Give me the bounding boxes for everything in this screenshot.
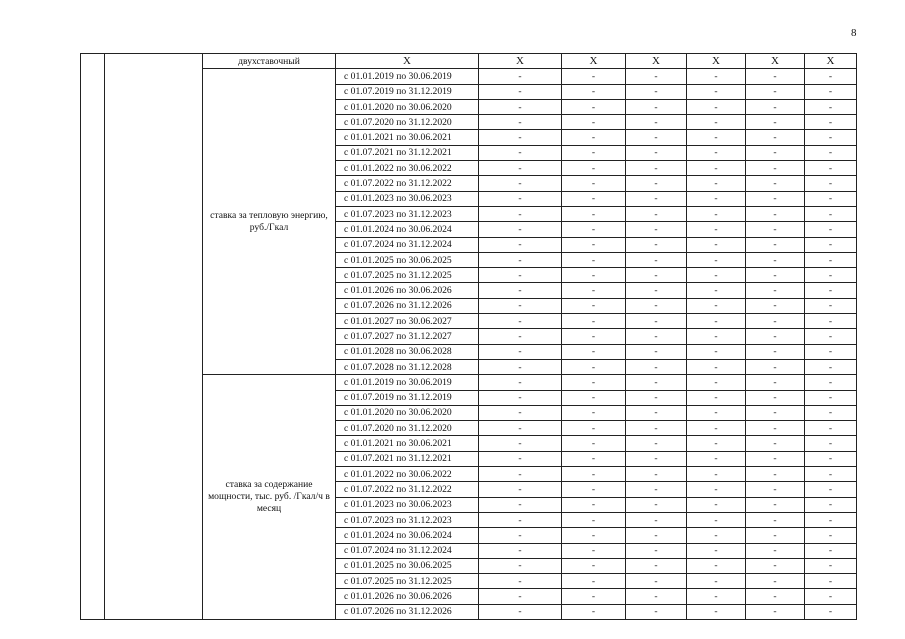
value-cell: - <box>687 329 746 344</box>
value-cell: - <box>479 436 562 451</box>
value-cell: - <box>687 558 746 573</box>
period-cell: с 01.01.2024 по 30.06.2024 <box>336 222 479 237</box>
value-cell: - <box>687 512 746 527</box>
value-cell: - <box>479 99 562 114</box>
header-x-mark: Х <box>687 54 746 69</box>
value-cell: - <box>746 604 805 619</box>
value-cell: - <box>626 528 687 543</box>
value-cell: - <box>805 558 857 573</box>
period-cell: с 01.01.2023 по 30.06.2023 <box>336 191 479 206</box>
value-cell: - <box>687 99 746 114</box>
value-cell: - <box>562 252 626 267</box>
value-cell: - <box>479 451 562 466</box>
value-cell: - <box>687 405 746 420</box>
value-cell: - <box>479 329 562 344</box>
value-cell: - <box>687 436 746 451</box>
value-cell: - <box>562 512 626 527</box>
number-column-cell <box>81 54 105 620</box>
period-cell: с 01.07.2024 по 31.12.2024 <box>336 237 479 252</box>
value-cell: - <box>562 467 626 482</box>
value-cell: - <box>687 222 746 237</box>
period-cell: с 01.01.2026 по 30.06.2026 <box>336 589 479 604</box>
value-cell: - <box>805 268 857 283</box>
value-cell: - <box>746 283 805 298</box>
value-cell: - <box>626 222 687 237</box>
value-cell: - <box>746 497 805 512</box>
value-cell: - <box>805 130 857 145</box>
value-cell: - <box>626 191 687 206</box>
value-cell: - <box>479 191 562 206</box>
value-cell: - <box>626 115 687 130</box>
value-cell: - <box>479 543 562 558</box>
value-cell: - <box>626 543 687 558</box>
value-cell: - <box>479 359 562 374</box>
period-cell: с 01.07.2020 по 31.12.2020 <box>336 115 479 130</box>
value-cell: - <box>687 528 746 543</box>
value-cell: - <box>805 467 857 482</box>
header-x-mark: Х <box>336 54 479 69</box>
value-cell: - <box>687 344 746 359</box>
value-cell: - <box>746 84 805 99</box>
value-cell: - <box>626 344 687 359</box>
value-cell: - <box>687 161 746 176</box>
value-cell: - <box>746 436 805 451</box>
value-cell: - <box>687 390 746 405</box>
value-cell: - <box>746 252 805 267</box>
value-cell: - <box>562 222 626 237</box>
value-cell: - <box>687 130 746 145</box>
value-cell: - <box>479 512 562 527</box>
value-cell: - <box>746 344 805 359</box>
value-cell: - <box>805 237 857 252</box>
rate-group-label: ставка за тепловую энергию, руб./Гкал <box>203 69 336 375</box>
period-cell: с 01.01.2024 по 30.06.2024 <box>336 528 479 543</box>
value-cell: - <box>746 359 805 374</box>
value-cell: - <box>805 191 857 206</box>
value-cell: - <box>805 405 857 420</box>
rate-group-label: ставка за содержание мощности, тыс. руб. /Гкал/ч в месяц <box>203 375 336 620</box>
period-cell: с 01.01.2023 по 30.06.2023 <box>336 497 479 512</box>
value-cell: - <box>626 497 687 512</box>
value-cell: - <box>805 359 857 374</box>
value-cell: - <box>746 390 805 405</box>
value-cell: - <box>746 512 805 527</box>
value-cell: - <box>626 237 687 252</box>
period-cell: с 01.01.2020 по 30.06.2020 <box>336 99 479 114</box>
period-cell: с 01.01.2026 по 30.06.2026 <box>336 283 479 298</box>
value-cell: - <box>805 84 857 99</box>
organization-column-cell <box>105 54 203 620</box>
value-cell: - <box>626 359 687 374</box>
value-cell: - <box>626 421 687 436</box>
value-cell: - <box>687 359 746 374</box>
value-cell: - <box>626 314 687 329</box>
value-cell: - <box>687 268 746 283</box>
value-cell: - <box>746 467 805 482</box>
value-cell: - <box>687 482 746 497</box>
value-cell: - <box>626 405 687 420</box>
value-cell: - <box>479 115 562 130</box>
value-cell: - <box>746 589 805 604</box>
value-cell: - <box>626 604 687 619</box>
value-cell: - <box>479 558 562 573</box>
value-cell: - <box>626 69 687 84</box>
value-cell: - <box>626 145 687 160</box>
value-cell: - <box>626 252 687 267</box>
period-cell: с 01.07.2021 по 31.12.2021 <box>336 145 479 160</box>
value-cell: - <box>746 329 805 344</box>
value-cell: - <box>746 405 805 420</box>
value-cell: - <box>479 604 562 619</box>
value-cell: - <box>805 283 857 298</box>
value-cell: - <box>626 451 687 466</box>
period-cell: с 01.01.2021 по 30.06.2021 <box>336 130 479 145</box>
value-cell: - <box>687 314 746 329</box>
value-cell: - <box>562 69 626 84</box>
value-cell: - <box>626 206 687 221</box>
value-cell: - <box>626 176 687 191</box>
value-cell: - <box>805 176 857 191</box>
value-cell: - <box>626 467 687 482</box>
period-cell: с 01.01.2025 по 30.06.2025 <box>336 252 479 267</box>
value-cell: - <box>626 558 687 573</box>
period-cell: с 01.07.2022 по 31.12.2022 <box>336 176 479 191</box>
value-cell: - <box>479 497 562 512</box>
value-cell: - <box>562 206 626 221</box>
value-cell: - <box>562 482 626 497</box>
value-cell: - <box>479 528 562 543</box>
value-cell: - <box>687 115 746 130</box>
header-x-mark: Х <box>805 54 857 69</box>
period-cell: с 01.07.2025 по 31.12.2025 <box>336 574 479 589</box>
value-cell: - <box>805 314 857 329</box>
value-cell: - <box>479 375 562 390</box>
value-cell: - <box>626 283 687 298</box>
value-cell: - <box>687 206 746 221</box>
tariff-table-body <box>81 54 857 620</box>
value-cell: - <box>626 589 687 604</box>
value-cell: - <box>479 222 562 237</box>
value-cell: - <box>687 145 746 160</box>
value-cell: - <box>562 161 626 176</box>
value-cell: - <box>562 99 626 114</box>
value-cell: - <box>562 375 626 390</box>
value-cell: - <box>746 69 805 84</box>
value-cell: - <box>479 283 562 298</box>
value-cell: - <box>746 145 805 160</box>
value-cell: - <box>562 558 626 573</box>
period-cell: с 01.07.2022 по 31.12.2022 <box>336 482 479 497</box>
value-cell: - <box>626 84 687 99</box>
value-cell: - <box>687 283 746 298</box>
period-cell: с 01.01.2028 по 30.06.2028 <box>336 344 479 359</box>
value-cell: - <box>805 344 857 359</box>
value-cell: - <box>479 298 562 313</box>
value-cell: - <box>479 130 562 145</box>
header-x-mark: Х <box>562 54 626 69</box>
value-cell: - <box>562 604 626 619</box>
value-cell: - <box>479 237 562 252</box>
value-cell: - <box>562 145 626 160</box>
table-header-row <box>81 54 857 69</box>
header-x-mark: Х <box>746 54 805 69</box>
value-cell: - <box>562 436 626 451</box>
value-cell: - <box>805 512 857 527</box>
value-cell: - <box>626 512 687 527</box>
value-cell: - <box>746 161 805 176</box>
period-cell: с 01.07.2020 по 31.12.2020 <box>336 421 479 436</box>
period-cell: с 01.07.2019 по 31.12.2019 <box>336 390 479 405</box>
value-cell: - <box>805 482 857 497</box>
value-cell: - <box>746 176 805 191</box>
value-cell: - <box>805 589 857 604</box>
value-cell: - <box>687 298 746 313</box>
value-cell: - <box>746 482 805 497</box>
period-cell: с 01.01.2022 по 30.06.2022 <box>336 467 479 482</box>
period-cell: с 01.07.2026 по 31.12.2026 <box>336 298 479 313</box>
value-cell: - <box>687 84 746 99</box>
value-cell: - <box>746 130 805 145</box>
value-cell: - <box>805 543 857 558</box>
value-cell: - <box>746 314 805 329</box>
value-cell: - <box>562 451 626 466</box>
period-cell: с 01.07.2021 по 31.12.2021 <box>336 451 479 466</box>
value-cell: - <box>687 176 746 191</box>
value-cell: - <box>746 237 805 252</box>
period-cell: с 01.07.2023 по 31.12.2023 <box>336 206 479 221</box>
value-cell: - <box>562 421 626 436</box>
value-cell: - <box>562 130 626 145</box>
value-cell: - <box>479 405 562 420</box>
value-cell: - <box>479 69 562 84</box>
value-cell: - <box>746 375 805 390</box>
value-cell: - <box>805 115 857 130</box>
value-cell: - <box>746 558 805 573</box>
period-cell: с 01.01.2025 по 30.06.2025 <box>336 558 479 573</box>
value-cell: - <box>746 222 805 237</box>
value-cell: - <box>479 206 562 221</box>
value-cell: - <box>687 237 746 252</box>
value-cell: - <box>479 268 562 283</box>
value-cell: - <box>805 99 857 114</box>
value-cell: - <box>746 99 805 114</box>
value-cell: - <box>626 268 687 283</box>
value-cell: - <box>479 421 562 436</box>
tariff-table <box>80 53 857 620</box>
page-number: 8 <box>851 27 857 39</box>
value-cell: - <box>562 314 626 329</box>
value-cell: - <box>746 543 805 558</box>
value-cell: - <box>687 543 746 558</box>
value-cell: - <box>479 482 562 497</box>
value-cell: - <box>562 298 626 313</box>
value-cell: - <box>687 497 746 512</box>
value-cell: - <box>562 574 626 589</box>
value-cell: - <box>805 252 857 267</box>
value-cell: - <box>687 375 746 390</box>
value-cell: - <box>687 191 746 206</box>
value-cell: - <box>687 69 746 84</box>
value-cell: - <box>687 451 746 466</box>
period-cell: с 01.01.2019 по 30.06.2019 <box>336 69 479 84</box>
value-cell: - <box>746 421 805 436</box>
period-cell: с 01.07.2027 по 31.12.2027 <box>336 329 479 344</box>
tariff-type-label: двухставочный <box>203 54 336 69</box>
period-cell: с 01.07.2023 по 31.12.2023 <box>336 512 479 527</box>
period-cell: с 01.01.2020 по 30.06.2020 <box>336 405 479 420</box>
value-cell: - <box>479 314 562 329</box>
period-cell: с 01.07.2024 по 31.12.2024 <box>336 543 479 558</box>
value-cell: - <box>479 467 562 482</box>
value-cell: - <box>687 574 746 589</box>
value-cell: - <box>626 130 687 145</box>
value-cell: - <box>562 344 626 359</box>
value-cell: - <box>626 574 687 589</box>
period-cell: с 01.01.2027 по 30.06.2027 <box>336 314 479 329</box>
value-cell: - <box>805 451 857 466</box>
value-cell: - <box>746 528 805 543</box>
value-cell: - <box>562 359 626 374</box>
value-cell: - <box>805 574 857 589</box>
value-cell: - <box>479 145 562 160</box>
value-cell: - <box>687 589 746 604</box>
value-cell: - <box>805 390 857 405</box>
value-cell: - <box>746 574 805 589</box>
value-cell: - <box>805 222 857 237</box>
value-cell: - <box>746 268 805 283</box>
value-cell: - <box>626 482 687 497</box>
value-cell: - <box>805 161 857 176</box>
value-cell: - <box>805 298 857 313</box>
value-cell: - <box>687 604 746 619</box>
period-cell: с 01.01.2021 по 30.06.2021 <box>336 436 479 451</box>
value-cell: - <box>479 176 562 191</box>
value-cell: - <box>562 191 626 206</box>
value-cell: - <box>805 421 857 436</box>
value-cell: - <box>805 497 857 512</box>
value-cell: - <box>479 574 562 589</box>
value-cell: - <box>562 329 626 344</box>
value-cell: - <box>562 115 626 130</box>
value-cell: - <box>626 375 687 390</box>
period-cell: с 01.07.2019 по 31.12.2019 <box>336 84 479 99</box>
period-cell: с 01.07.2026 по 31.12.2026 <box>336 604 479 619</box>
value-cell: - <box>626 99 687 114</box>
value-cell: - <box>805 436 857 451</box>
value-cell: - <box>626 329 687 344</box>
value-cell: - <box>479 161 562 176</box>
value-cell: - <box>479 344 562 359</box>
value-cell: - <box>687 467 746 482</box>
period-cell: с 01.01.2019 по 30.06.2019 <box>336 375 479 390</box>
value-cell: - <box>562 528 626 543</box>
header-x-mark: Х <box>479 54 562 69</box>
value-cell: - <box>562 283 626 298</box>
value-cell: - <box>805 329 857 344</box>
value-cell: - <box>746 451 805 466</box>
value-cell: - <box>626 436 687 451</box>
value-cell: - <box>562 176 626 191</box>
value-cell: - <box>479 252 562 267</box>
value-cell: - <box>746 191 805 206</box>
period-cell: с 01.07.2028 по 31.12.2028 <box>336 359 479 374</box>
value-cell: - <box>479 390 562 405</box>
value-cell: - <box>626 390 687 405</box>
value-cell: - <box>626 161 687 176</box>
value-cell: - <box>805 604 857 619</box>
value-cell: - <box>746 298 805 313</box>
period-cell: с 01.01.2022 по 30.06.2022 <box>336 161 479 176</box>
value-cell: - <box>562 497 626 512</box>
value-cell: - <box>562 237 626 252</box>
value-cell: - <box>746 115 805 130</box>
value-cell: - <box>562 405 626 420</box>
value-cell: - <box>479 589 562 604</box>
value-cell: - <box>562 543 626 558</box>
value-cell: - <box>562 390 626 405</box>
value-cell: - <box>805 375 857 390</box>
value-cell: - <box>805 145 857 160</box>
value-cell: - <box>562 589 626 604</box>
value-cell: - <box>805 206 857 221</box>
value-cell: - <box>562 268 626 283</box>
value-cell: - <box>687 421 746 436</box>
value-cell: - <box>805 69 857 84</box>
value-cell: - <box>479 84 562 99</box>
value-cell: - <box>562 84 626 99</box>
value-cell: - <box>687 252 746 267</box>
period-cell: с 01.07.2025 по 31.12.2025 <box>336 268 479 283</box>
value-cell: - <box>805 528 857 543</box>
header-x-mark: Х <box>626 54 687 69</box>
value-cell: - <box>626 298 687 313</box>
value-cell: - <box>746 206 805 221</box>
